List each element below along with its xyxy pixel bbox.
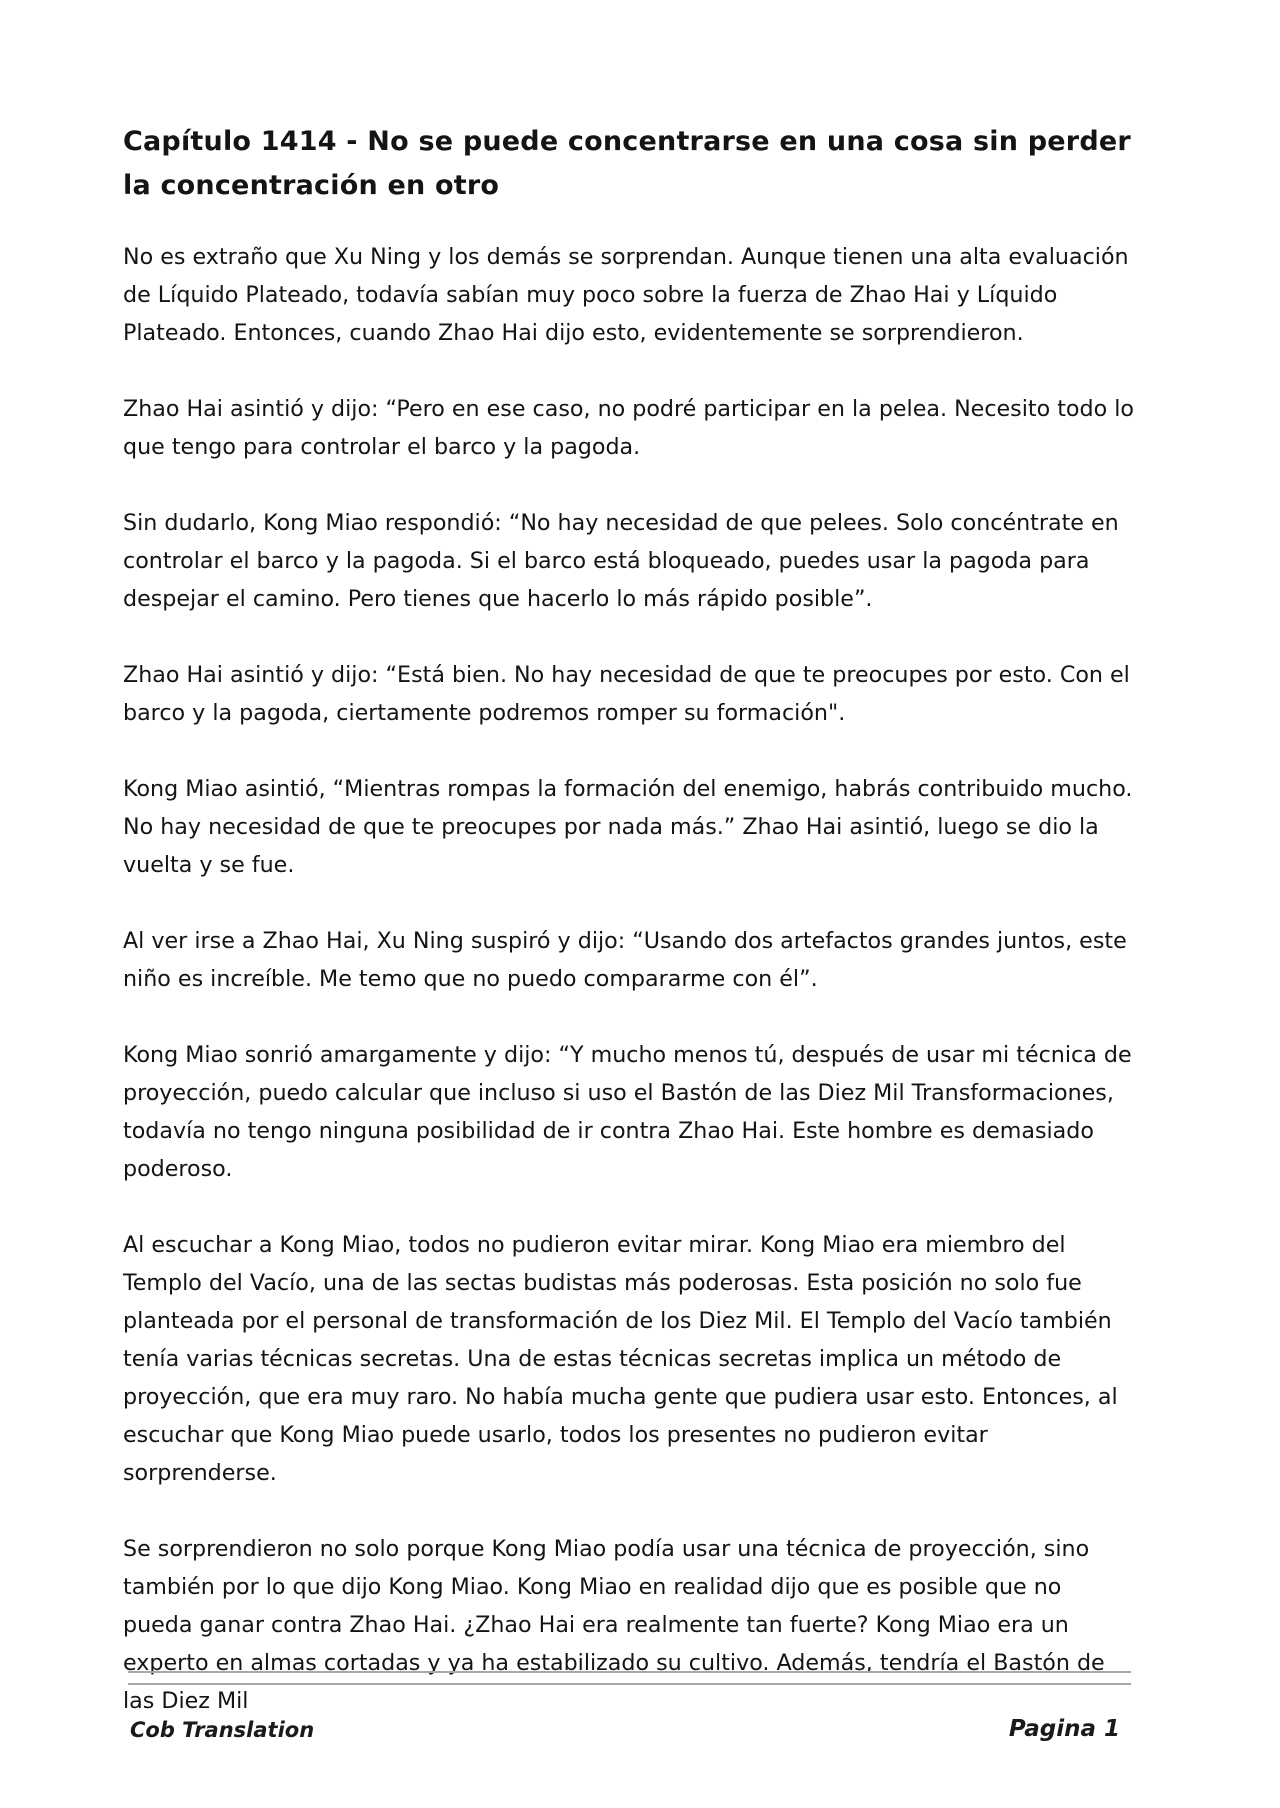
paragraph: Sin dudarlo, Kong Miao respondió: “No hay necesidad de que pelees. Solo concéntrate en controlar el barco y la pagoda. Si el barco está bloqueado, puedes usar la pagoda para despejar el camino. Pero tienes que hacerlo lo más rápido posible”. — [123, 510, 1119, 612]
footer-page-number: Pagina 1 — [1008, 1716, 1120, 1742]
paragraph: Zhao Hai asintió y dijo: “Pero en ese caso, no podré participar en la pelea. Necesito todo lo que tengo para controlar el barco y la pagoda. — [123, 396, 1134, 460]
paragraph: No es extraño que Xu Ning y los demás se sorprendan. Aunque tienen una alta evaluación de Líquido Plateado, todavía sabían muy poco sobre la fuerza de Zhao Hai y Líquido Plateado. Entonces, cuando Zhao Hai dijo esto, evidentemente se sorprendieron. — [123, 244, 1129, 346]
document-body — [123, 120, 1135, 1758]
chapter-title: Capítulo 1414 - No se puede concentrarse en una cosa sin perder la concentración en otro — [123, 126, 1131, 201]
paragraph: Kong Miao asintió, “Mientras rompas la formación del enemigo, habrás contribuido mucho. No hay necesidad de que te preocupes por nada más.” Zhao Hai asintió, luego se dio la vuelta y se fue. — [123, 776, 1133, 878]
paragraph: Zhao Hai asintió y dijo: “Está bien. No hay necesidad de que te preocupes por esto. Con el barco y la pagoda, ciertamente podremos romper su formación". — [123, 662, 1130, 726]
footer-divider — [128, 1671, 1131, 1673]
paragraph: Kong Miao sonrió amargamente y dijo: “Y mucho menos tú, después de usar mi técnica de proyección, puedo calcular que incluso si uso el Bastón de las Diez Mil Transformaciones, todavía no tengo ninguna posibilidad de ir contra Zhao Hai. Este hombre es demasiado poderoso. — [123, 1042, 1132, 1182]
paragraph: Al escuchar a Kong Miao, todos no pudieron evitar mirar. Kong Miao era miembro del Templo del Vacío, una de las sectas budistas más poderosas. Esta posición no solo fue planteada por el personal de transformación de los Diez Mil. El Templo del Vacío también tenía varias técnicas secretas. Una de estas técnicas secretas implica un método de proyección, que era muy raro. No había mucha gente que pudiera usar esto. Entonces, al escuchar que Kong Miao puede usarlo, todos los presentes no pudieron evitar sorprenderse. — [123, 1232, 1118, 1486]
footer-divider — [128, 1683, 1131, 1685]
paragraph: Se sorprendieron no solo porque Kong Miao podía usar una técnica de proyección, sino también por lo que dijo Kong Miao. Kong Miao en realidad dijo que es posible que no pueda ganar contra Zhao Hai. ¿Zhao Hai era realmente tan fuerte? Kong Miao era un experto en almas cortadas y ya ha estabilizado su cultivo. Además, tendría el Bastón de las Diez Mil — [123, 1536, 1105, 1714]
paragraph: Al ver irse a Zhao Hai, Xu Ning suspiró y dijo: “Usando dos artefactos grandes juntos, este niño es increíble. Me temo que no puedo compararme con él”. — [123, 928, 1127, 992]
footer-translator: Cob Translation — [130, 1718, 315, 1742]
